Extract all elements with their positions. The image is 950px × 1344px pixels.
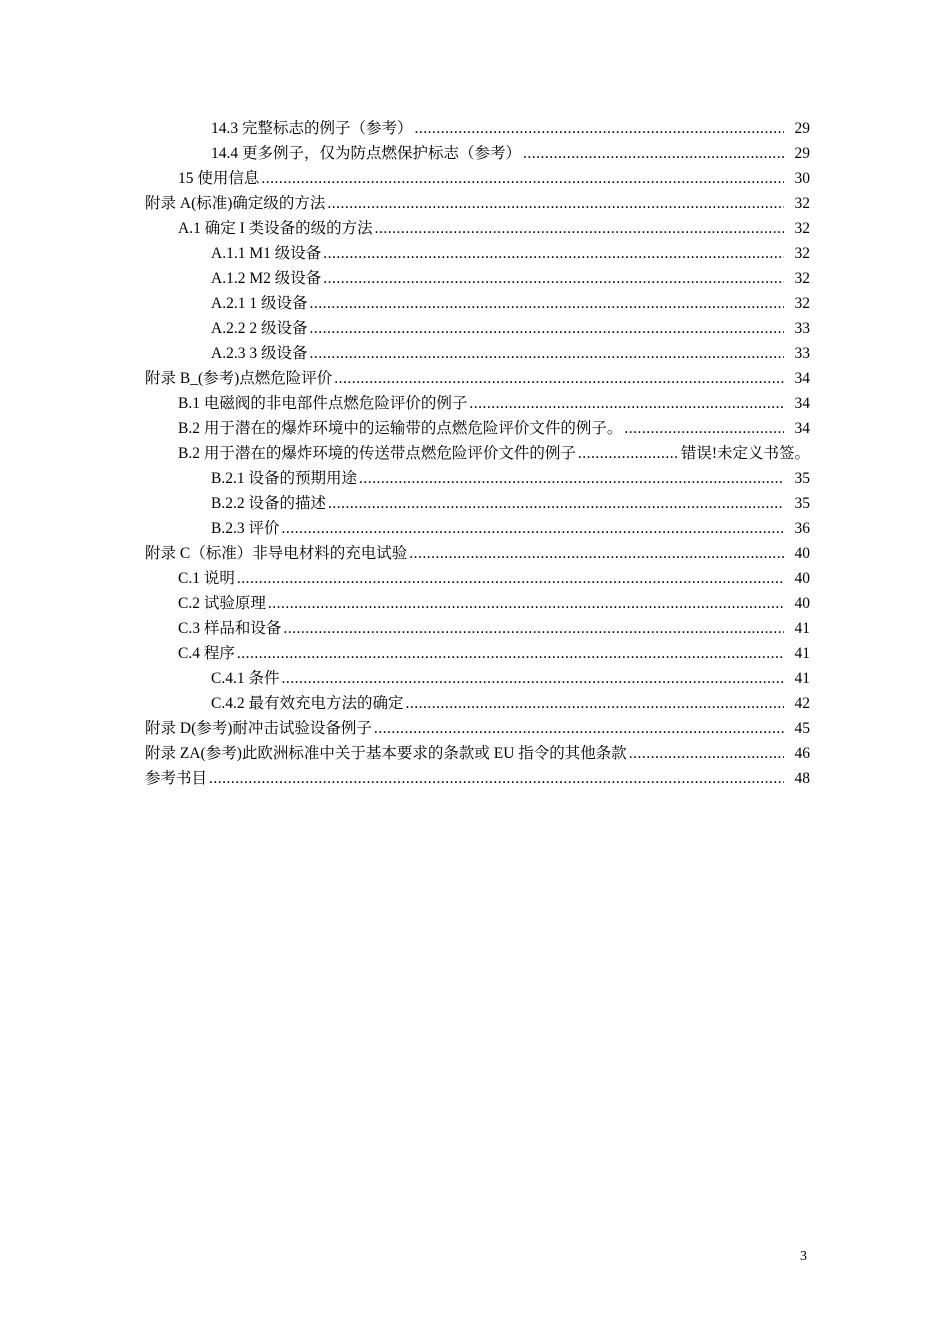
toc-entry-page: 33 <box>794 320 810 337</box>
toc-entry-title: B.1 电磁阀的非电部件点燃危险评价的例子 <box>178 395 468 412</box>
toc-dot-leader <box>334 366 784 391</box>
toc-entry-title: A.2.2 2 级设备 <box>211 320 308 337</box>
toc-dot-leader <box>309 316 784 341</box>
toc-entry-page: 34 <box>794 395 810 412</box>
toc-entry-title: A.1 确定 I 类设备的级的方法 <box>178 220 373 237</box>
toc-entry-page: 36 <box>794 520 810 537</box>
toc-entry[interactable] <box>145 541 810 566</box>
toc-dot-leader <box>624 416 784 441</box>
toc-entry-page: 35 <box>794 495 810 512</box>
toc-dot-leader <box>359 466 784 491</box>
toc-entry-page: 29 <box>794 145 810 162</box>
toc-entry-title: C.4.1 条件 <box>211 670 280 687</box>
toc-entry[interactable] <box>145 391 810 416</box>
toc-dot-leader <box>328 491 784 516</box>
toc-dot-leader <box>327 191 784 216</box>
toc-entry[interactable] <box>145 341 810 366</box>
toc-entry-title: C.3 样品和设备 <box>178 620 282 637</box>
toc-entry[interactable] <box>145 691 810 716</box>
toc-entry[interactable] <box>145 266 810 291</box>
toc-entry[interactable] <box>145 491 810 516</box>
toc-dot-leader <box>283 616 784 641</box>
toc-entry-page: 40 <box>794 545 810 562</box>
toc-dot-leader <box>237 641 784 666</box>
toc-entry-title: B.2.3 评价 <box>211 520 280 537</box>
toc-entry-title: B.2 用于潜在的爆炸环境的传送带点燃危险评价文件的例子 <box>178 445 576 462</box>
toc-entry[interactable] <box>145 516 810 541</box>
toc-entry-title: C.1 说明 <box>178 570 235 587</box>
toc-dot-leader <box>209 766 784 791</box>
toc-entry-page: 32 <box>794 220 810 237</box>
toc-entry[interactable] <box>145 366 810 391</box>
toc-entry-title: A.1.2 M2 级设备 <box>211 270 322 287</box>
toc-dot-leader <box>523 141 784 166</box>
toc-entry-title: 附录 ZA(参考)此欧洲标准中关于基本要求的条款或 EU 指令的其他条款 <box>145 745 627 762</box>
toc-dot-leader <box>629 741 784 766</box>
table-of-contents <box>145 116 810 791</box>
toc-entry-title: A.1.1 M1 级设备 <box>211 245 322 262</box>
toc-entry-page: 32 <box>794 245 810 262</box>
toc-dot-leader <box>268 591 784 616</box>
toc-dot-leader <box>237 566 784 591</box>
toc-entry[interactable] <box>145 441 810 466</box>
toc-entry[interactable] <box>145 241 810 266</box>
toc-entry[interactable] <box>145 766 810 791</box>
toc-dot-leader <box>281 666 784 691</box>
toc-entry[interactable] <box>145 616 810 641</box>
toc-dot-leader <box>415 116 784 141</box>
toc-entry-title: 14.4 更多例子，仅为防点燃保护标志（参考） <box>211 145 522 162</box>
toc-entry-page: 41 <box>794 670 810 687</box>
toc-entry-page: 48 <box>794 770 810 787</box>
toc-dot-leader <box>323 241 784 266</box>
toc-dot-leader <box>469 391 784 416</box>
toc-entry-title: A.2.1 1 级设备 <box>211 295 308 312</box>
toc-entry[interactable] <box>145 216 810 241</box>
toc-dot-leader <box>309 291 784 316</box>
toc-entry-page: 42 <box>794 695 810 712</box>
toc-entry-title: 附录 A(标准)确定级的方法 <box>145 195 326 212</box>
toc-entry-page: 41 <box>794 645 810 662</box>
toc-entry-page: 40 <box>794 570 810 587</box>
toc-dot-leader <box>261 166 784 191</box>
toc-entry[interactable] <box>145 166 810 191</box>
toc-entry-title: C.4 程序 <box>178 645 235 662</box>
toc-entry-title: C.4.2 最有效充电方法的确定 <box>211 695 404 712</box>
toc-entry-page: 错误!未定义书签。 <box>680 445 810 462</box>
toc-dot-leader <box>405 691 784 716</box>
toc-entry-page: 40 <box>794 595 810 612</box>
toc-entry[interactable] <box>145 291 810 316</box>
toc-entry-title: 附录 B_(参考)点燃危险评价 <box>145 370 333 387</box>
toc-entry[interactable] <box>145 641 810 666</box>
toc-entry[interactable] <box>145 666 810 691</box>
toc-entry[interactable] <box>145 416 810 441</box>
toc-entry-page: 41 <box>794 620 810 637</box>
toc-entry-title: 14.3 完整标志的例子（参考） <box>211 120 413 137</box>
toc-entry-title: A.2.3 3 级设备 <box>211 345 308 362</box>
toc-entry[interactable] <box>145 591 810 616</box>
toc-entry-title: 15 使用信息 <box>178 170 260 187</box>
toc-entry-title: 参考书目 <box>145 770 208 787</box>
toc-entry-page: 32 <box>794 195 810 212</box>
toc-entry-page: 32 <box>794 295 810 312</box>
toc-entry-title: C.2 试验原理 <box>178 595 266 612</box>
toc-entry[interactable] <box>145 141 810 166</box>
toc-entry[interactable] <box>145 116 810 141</box>
toc-entry[interactable] <box>145 566 810 591</box>
toc-dot-leader <box>309 341 784 366</box>
toc-entry[interactable] <box>145 466 810 491</box>
toc-dot-leader <box>578 441 679 466</box>
page-number: 3 <box>800 1249 807 1264</box>
toc-entry-title: 附录 D(参考)耐冲击试验设备例子 <box>145 720 372 737</box>
toc-dot-leader <box>374 716 784 741</box>
toc-entry[interactable] <box>145 716 810 741</box>
toc-entry[interactable] <box>145 741 810 766</box>
toc-entry-page: 32 <box>794 270 810 287</box>
toc-entry-title: B.2.1 设备的预期用途 <box>211 470 357 487</box>
toc-entry[interactable] <box>145 191 810 216</box>
toc-entry[interactable] <box>145 316 810 341</box>
toc-entry-page: 46 <box>794 745 810 762</box>
toc-dot-leader <box>375 216 784 241</box>
toc-entry-page: 29 <box>794 120 810 137</box>
toc-entry-page: 30 <box>794 170 810 187</box>
toc-entry-page: 33 <box>794 345 810 362</box>
toc-entry-title: B.2 用于潜在的爆炸环境中的运输带的点燃危险评价文件的例子。 <box>178 420 623 437</box>
toc-entry-page: 34 <box>794 420 810 437</box>
toc-dot-leader <box>281 516 784 541</box>
toc-entry-title: B.2.2 设备的描述 <box>211 495 326 512</box>
toc-dot-leader <box>409 541 784 566</box>
toc-dot-leader <box>323 266 784 291</box>
toc-entry-page: 45 <box>794 720 810 737</box>
toc-entry-title: 附录 C（标准）非导电材料的充电试验 <box>145 545 408 562</box>
toc-entry-page: 35 <box>794 470 810 487</box>
toc-entry-page: 34 <box>794 370 810 387</box>
